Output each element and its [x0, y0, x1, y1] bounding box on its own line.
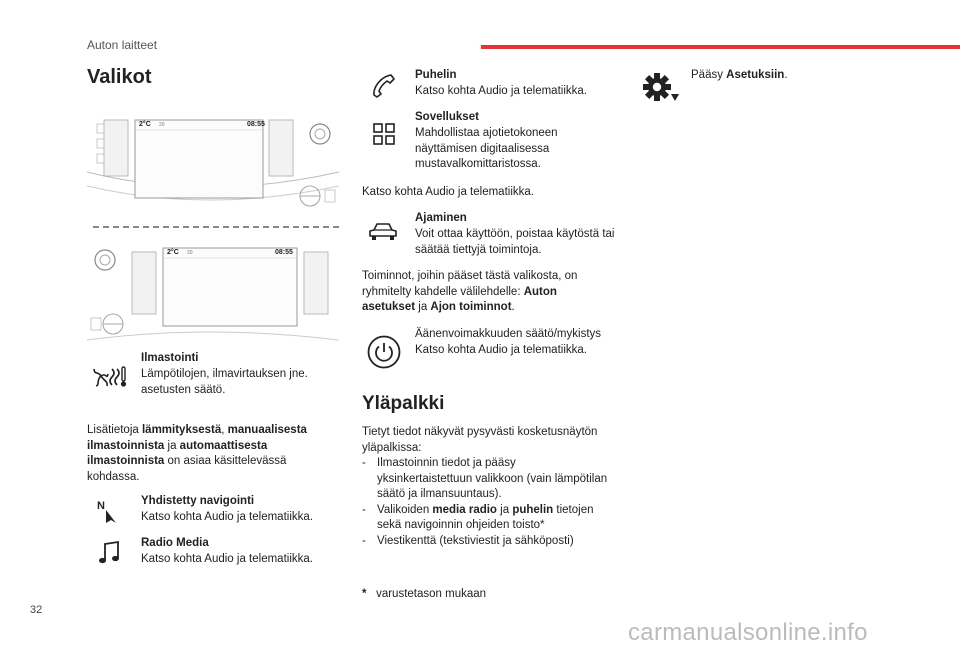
- screen-temp-2: 2°C: [167, 249, 179, 256]
- touchscreen-illustration-2: [87, 240, 339, 346]
- phone-icon: [371, 72, 397, 98]
- ilmastointi-title: Ilmastointi: [141, 352, 199, 364]
- valikot-heading: Valikot: [87, 66, 152, 88]
- puhelin-title: Puhelin: [415, 69, 457, 81]
- list-item: - Ilmastoinnin tiedot ja pääsy yksinkertaistettuun valikkoon (vain lämpötilan säätö ja ilmansuuntaus).: [362, 456, 612, 503]
- footnote-text: varustetason mukaan: [376, 588, 487, 600]
- lisatietoja-paragraph: Lisätietoja lämmityksestä, manuaalisesta ilmastoinnista ja automaattisesta ilmastoinnista on asiaa käsittelevässä kohdassa.: [87, 424, 307, 483]
- radio-text: Katso kohta Audio ja telematiikka.: [141, 553, 313, 565]
- screen-time-2: 08:55: [275, 249, 293, 256]
- aani-title: Äänenvoimakkuuden säätö/mykistys: [415, 328, 602, 340]
- footnote-mark: *: [362, 588, 367, 600]
- sovellukset-title: Sovellukset: [415, 111, 479, 123]
- screen-temp-1: 2°C: [139, 121, 151, 128]
- touchscreen-illustration-1: [87, 112, 339, 218]
- car-icon: [368, 220, 398, 242]
- ylapalkki-intro: Tietyt tiedot näkyvät pysyvästi kosketusnäytön yläpalkissa:: [362, 426, 598, 454]
- climate-icon: [92, 364, 128, 388]
- aani-text: Katso kohta Audio ja telematiikka.: [415, 344, 587, 356]
- radio-title: Radio Media: [141, 537, 209, 549]
- ajaminen-title: Ajaminen: [415, 212, 467, 224]
- settings-gear-icon: [642, 72, 680, 104]
- header-accent-bar: [481, 45, 960, 49]
- dashboard-drawing-1: [87, 112, 339, 218]
- ylapalkki-list: [362, 456, 612, 549]
- illustration-separator: [93, 226, 339, 228]
- list-item: - Valikoiden media radio ja puhelin tietojen sekä navigoinnin ohjeiden toisto*: [362, 503, 612, 534]
- screen-small-2: 20: [187, 250, 193, 256]
- navigointi-text: Katso kohta Audio ja telematiikka.: [141, 511, 313, 523]
- screen-time-1: 08:55: [247, 121, 265, 128]
- paasy-asetuksiin: Pääsy Asetuksiin.: [691, 69, 788, 81]
- screen-small-1: 20: [159, 122, 165, 128]
- dashboard-drawing-2: [87, 240, 339, 346]
- toiminnot-paragraph: Toiminnot, joihin pääset tästä valikosta, on ryhmitelty kahdelle välilehdelle: Auton asetukset ja Ajon toiminnot.: [362, 270, 578, 313]
- katso-text: Katso kohta Audio ja telematiikka.: [362, 186, 534, 198]
- ylapalkki-heading: Yläpalkki: [362, 393, 445, 414]
- puhelin-text: Katso kohta Audio ja telematiikka.: [415, 85, 587, 97]
- watermark: carmanualsonline.info: [628, 619, 868, 646]
- sovellukset-text: Mahdollistaa ajotietokoneen näyttämisen digitaalisessa mustavalkomittaristossa.: [415, 127, 558, 170]
- svg-text:N: N: [97, 500, 105, 512]
- music-note-icon: [97, 540, 121, 566]
- navigointi-title: Yhdistetty navigointi: [141, 495, 255, 507]
- footnote: [362, 587, 486, 603]
- page-number: 32: [30, 604, 43, 616]
- applications-grid-icon: [373, 123, 395, 145]
- ilmastointi-text: Lämpötilojen, ilmavirtauksen jne. asetusten säätö.: [141, 368, 308, 396]
- navigation-icon: [97, 499, 121, 525]
- list-item: - Viestikenttä (tekstiviestit ja sähköposti): [362, 534, 612, 550]
- section-header: Auton laitteet: [87, 38, 158, 52]
- ajaminen-text: Voit ottaa käyttöön, poistaa käytöstä tai säätää tiettyjä toimintoja.: [415, 228, 615, 256]
- power-volume-icon: [367, 335, 401, 369]
